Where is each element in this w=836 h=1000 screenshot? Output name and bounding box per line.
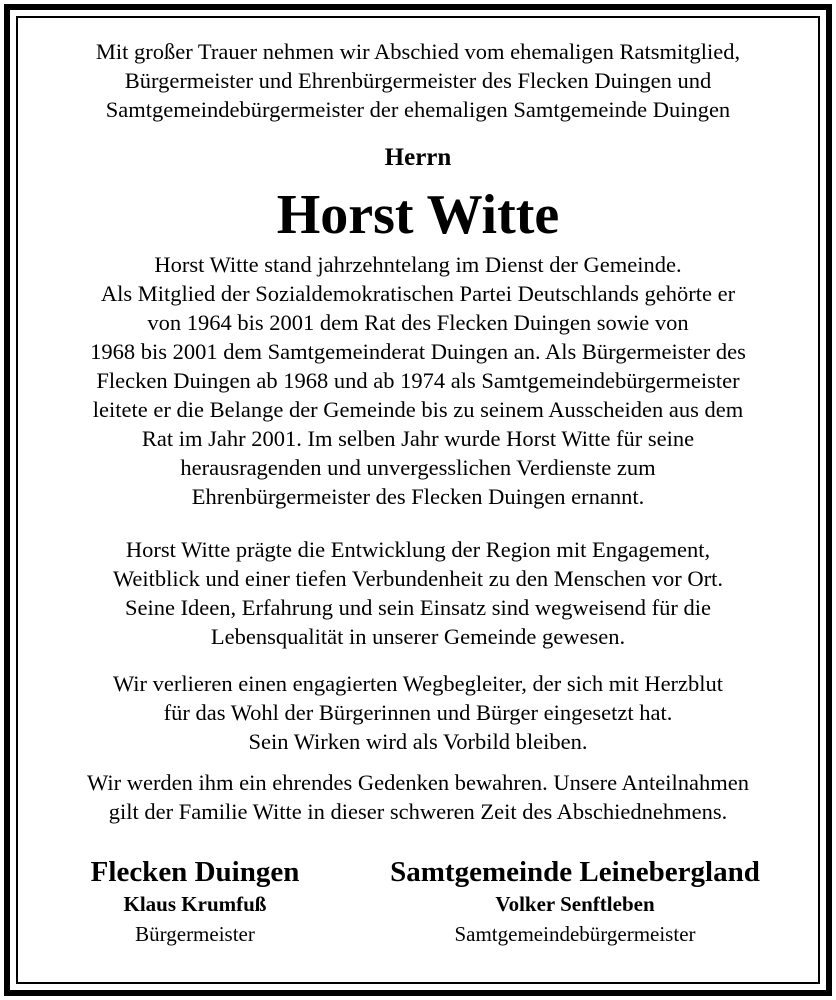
paragraph-line: Horst Witte stand jahrzehntelang im Dienst der Gemeinde. xyxy=(154,252,682,277)
signature-person: Klaus Krumfuß xyxy=(123,892,267,916)
paragraph-line: Als Mitglied der Sozialdemokratischen Partei Deutschlands gehörte er xyxy=(100,281,736,306)
signature-role: Samtgemeindebürgermeister xyxy=(454,922,696,946)
paragraph-line: herausragenden und unvergesslichen Verdienste zum xyxy=(180,455,656,480)
paragraph-line: Weitblick und einer tiefen Verbundenheit zu den Menschen vor Ort. xyxy=(112,566,724,591)
signature-organization: Samtgemeinde Leinebergland xyxy=(390,856,760,888)
paragraph-line: von 1964 bis 2001 dem Rat des Flecken Duingen sowie von xyxy=(147,310,689,335)
paragraph-line: gilt der Familie Witte in dieser schweren Zeit des Abschiednehmens. xyxy=(108,799,728,824)
paragraph-line: leitete er die Belange der Gemeinde bis zu seinem Ausscheiden aus dem xyxy=(92,397,744,422)
paragraph-line: Rat im Jahr 2001. Im selben Jahr wurde Horst Witte für seine xyxy=(141,426,695,451)
paragraph-line: Ehrenbürgermeister des Flecken Duingen ernannt. xyxy=(191,484,645,509)
paragraph-line: Seine Ideen, Erfahrung und sein Einsatz sind wegweisend für die xyxy=(124,595,712,620)
paragraph-line: Wir werden ihm ein ehrendes Gedenken bewahren. Unsere Anteilnahmen xyxy=(87,770,749,795)
intro-line: Bürgermeister und Ehrenbürgermeister des Flecken Duingen und xyxy=(124,68,712,93)
intro-line: Mit großer Trauer nehmen wir Abschied vom ehemaligen Ratsmitglied, xyxy=(95,39,741,64)
intro-line: Samtgemeindebürgermeister der ehemaligen Samtgemeinde Duingen xyxy=(105,97,731,122)
paragraph-line: Sein Wirken wird als Vorbild bleiben. xyxy=(248,729,588,754)
paragraph-line: Lebensqualität in unserer Gemeinde gewesen. xyxy=(210,624,626,649)
paragraph-line: für das Wohl der Bürgerinnen und Bürger eingesetzt hat. xyxy=(163,700,673,725)
biography-paragraph xyxy=(14,250,822,511)
legacy-paragraph xyxy=(14,535,822,651)
paragraph-line: 1968 bis 2001 dem Samtgemeinderat Duingen an. Als Bürgermeister des xyxy=(90,339,746,364)
paragraph-line: Wir verlieren einen engagierten Wegbegleiter, der sich mit Herzblut xyxy=(112,671,724,696)
signature-organization: Flecken Duingen xyxy=(90,856,300,888)
condolence-paragraph xyxy=(14,768,822,826)
salutation: Herrn xyxy=(384,144,452,171)
paragraph-line: Horst Witte prägte die Entwicklung der Region mit Engagement, xyxy=(125,537,711,562)
deceased-name: Horst Witte xyxy=(276,184,560,246)
signature-person: Volker Senftleben xyxy=(495,892,655,916)
signature-role: Bürgermeister xyxy=(135,922,255,946)
signature-samtgemeinde-leinebergland xyxy=(350,855,800,949)
tribute-paragraph xyxy=(14,669,822,756)
signature-flecken-duingen xyxy=(40,855,350,949)
intro-text xyxy=(14,37,822,124)
paragraph-line: Flecken Duingen ab 1968 und ab 1974 als Samtgemeindebürgermeister xyxy=(96,368,740,393)
